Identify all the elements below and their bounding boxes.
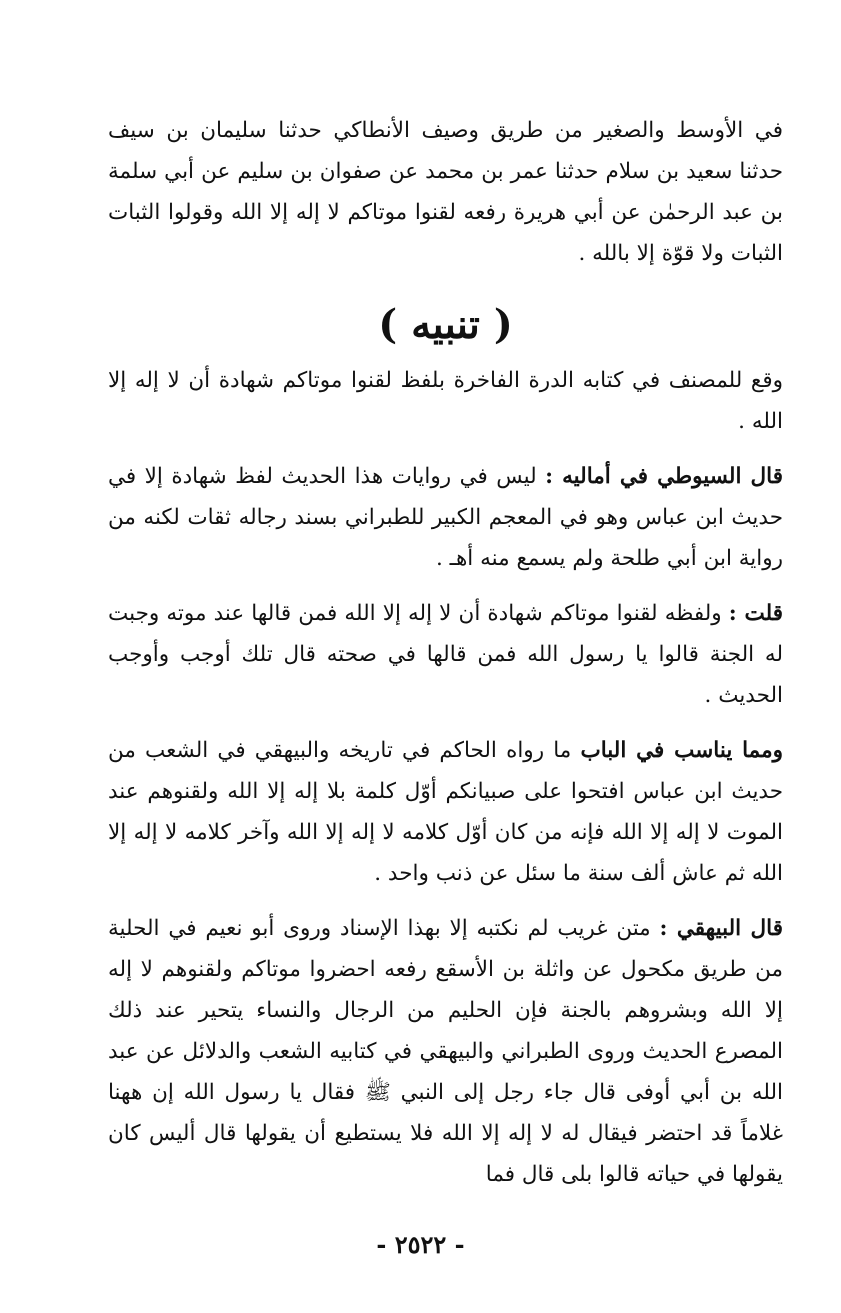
paragraph-2-lead: قال السيوطي في أماليه : [545, 464, 783, 489]
paragraph-3-text: ولفظه لقنوا موتاكم شهادة أن لا إله إلا الله فمن قالها عند موته وجبت له الجنة قالوا يا رسول الله فمن قالها في صحته قال تلك أوجب وأوجب الحديث . [108, 601, 783, 708]
paragraph-4-lead: ومما يناسب في الباب [580, 738, 783, 763]
paragraph-5-lead: قال البيهقي : [659, 916, 783, 941]
paragraph-5 [108, 908, 783, 1195]
paragraph-4-text: ما رواه الحاكم في تاريخه والبيهقي في الشعب من حديث ابن عباس افتحوا على صبيانكم أوّل كلمة بلا إله إلا الله ولقنوهم عند الموت لا إله إلا الله فإنه من كان أوّل كلامه لا إله إلا الله وآخر كلامه لا إله إلا الله ثم عاش ألف سنة ما سئل عن ذنب واحد . [108, 738, 783, 886]
page-body [108, 110, 783, 1195]
paragraph-2-text: ليس في روايات هذا الحديث لفظ شهادة إلا في حديث ابن عباس وهو في المعجم الكبير للطبراني بسند رجاله ثقات لكنه من رواية ابن أبي طلحة ولم يسمع منه أهـ . [108, 464, 783, 571]
paragraph-1-text: وقع للمصنف في كتابه الدرة الفاخرة بلفظ لقنوا موتاكم شهادة أن لا إله إلا الله . [108, 368, 783, 434]
paragraph-2 [108, 456, 783, 579]
paragraph-4 [108, 730, 783, 894]
page-number: - ٢٥٢٢ - [376, 1230, 465, 1259]
paragraph-3 [108, 593, 783, 716]
paragraph-3-lead: قلت : [728, 601, 783, 626]
section-heading: ( تنبيه ) [378, 301, 513, 348]
paragraph-5-text: متن غريب لم نكتبه إلا بهذا الإسناد وروى أبو نعيم في الحلية من طريق مكحول عن واثلة بن الأسقع رفعه احضروا موتاكم ولقنوهم لا إله إلا الله وبشروهم بالجنة فإن الحليم من الرجال والنساء يتحير عند ذلك المصرع الحديث وروى الطبراني والبيهقي في كتابيه الشعب والدلائل عن عبد الله بن أبي أوفى قال جاء رجل إلى النبي ﷺ فقال يا رسول الله إن ههنا غلاماً قد احتضر فيقال له لا إله إلا الله فلا يستطيع أن يقولها قال أليس كان يقولها في حياته قالوا بلى قال فما [108, 916, 783, 1187]
paragraph-1 [108, 360, 783, 442]
continuation-paragraph: في الأوسط والصغير من طريق وصيف الأنطاكي حدثنا سليمان بن سيف حدثنا سعيد بن سلام حدثنا عمر بن محمد عن صفوان بن سليم عن أبي سلمة بن عبد الرحمٰن عن أبي هريرة رفعه لقنوا موتاكم لا إله إلا الله وقولوا الثبات الثبات ولا قوّة إلا بالله . [108, 118, 783, 266]
